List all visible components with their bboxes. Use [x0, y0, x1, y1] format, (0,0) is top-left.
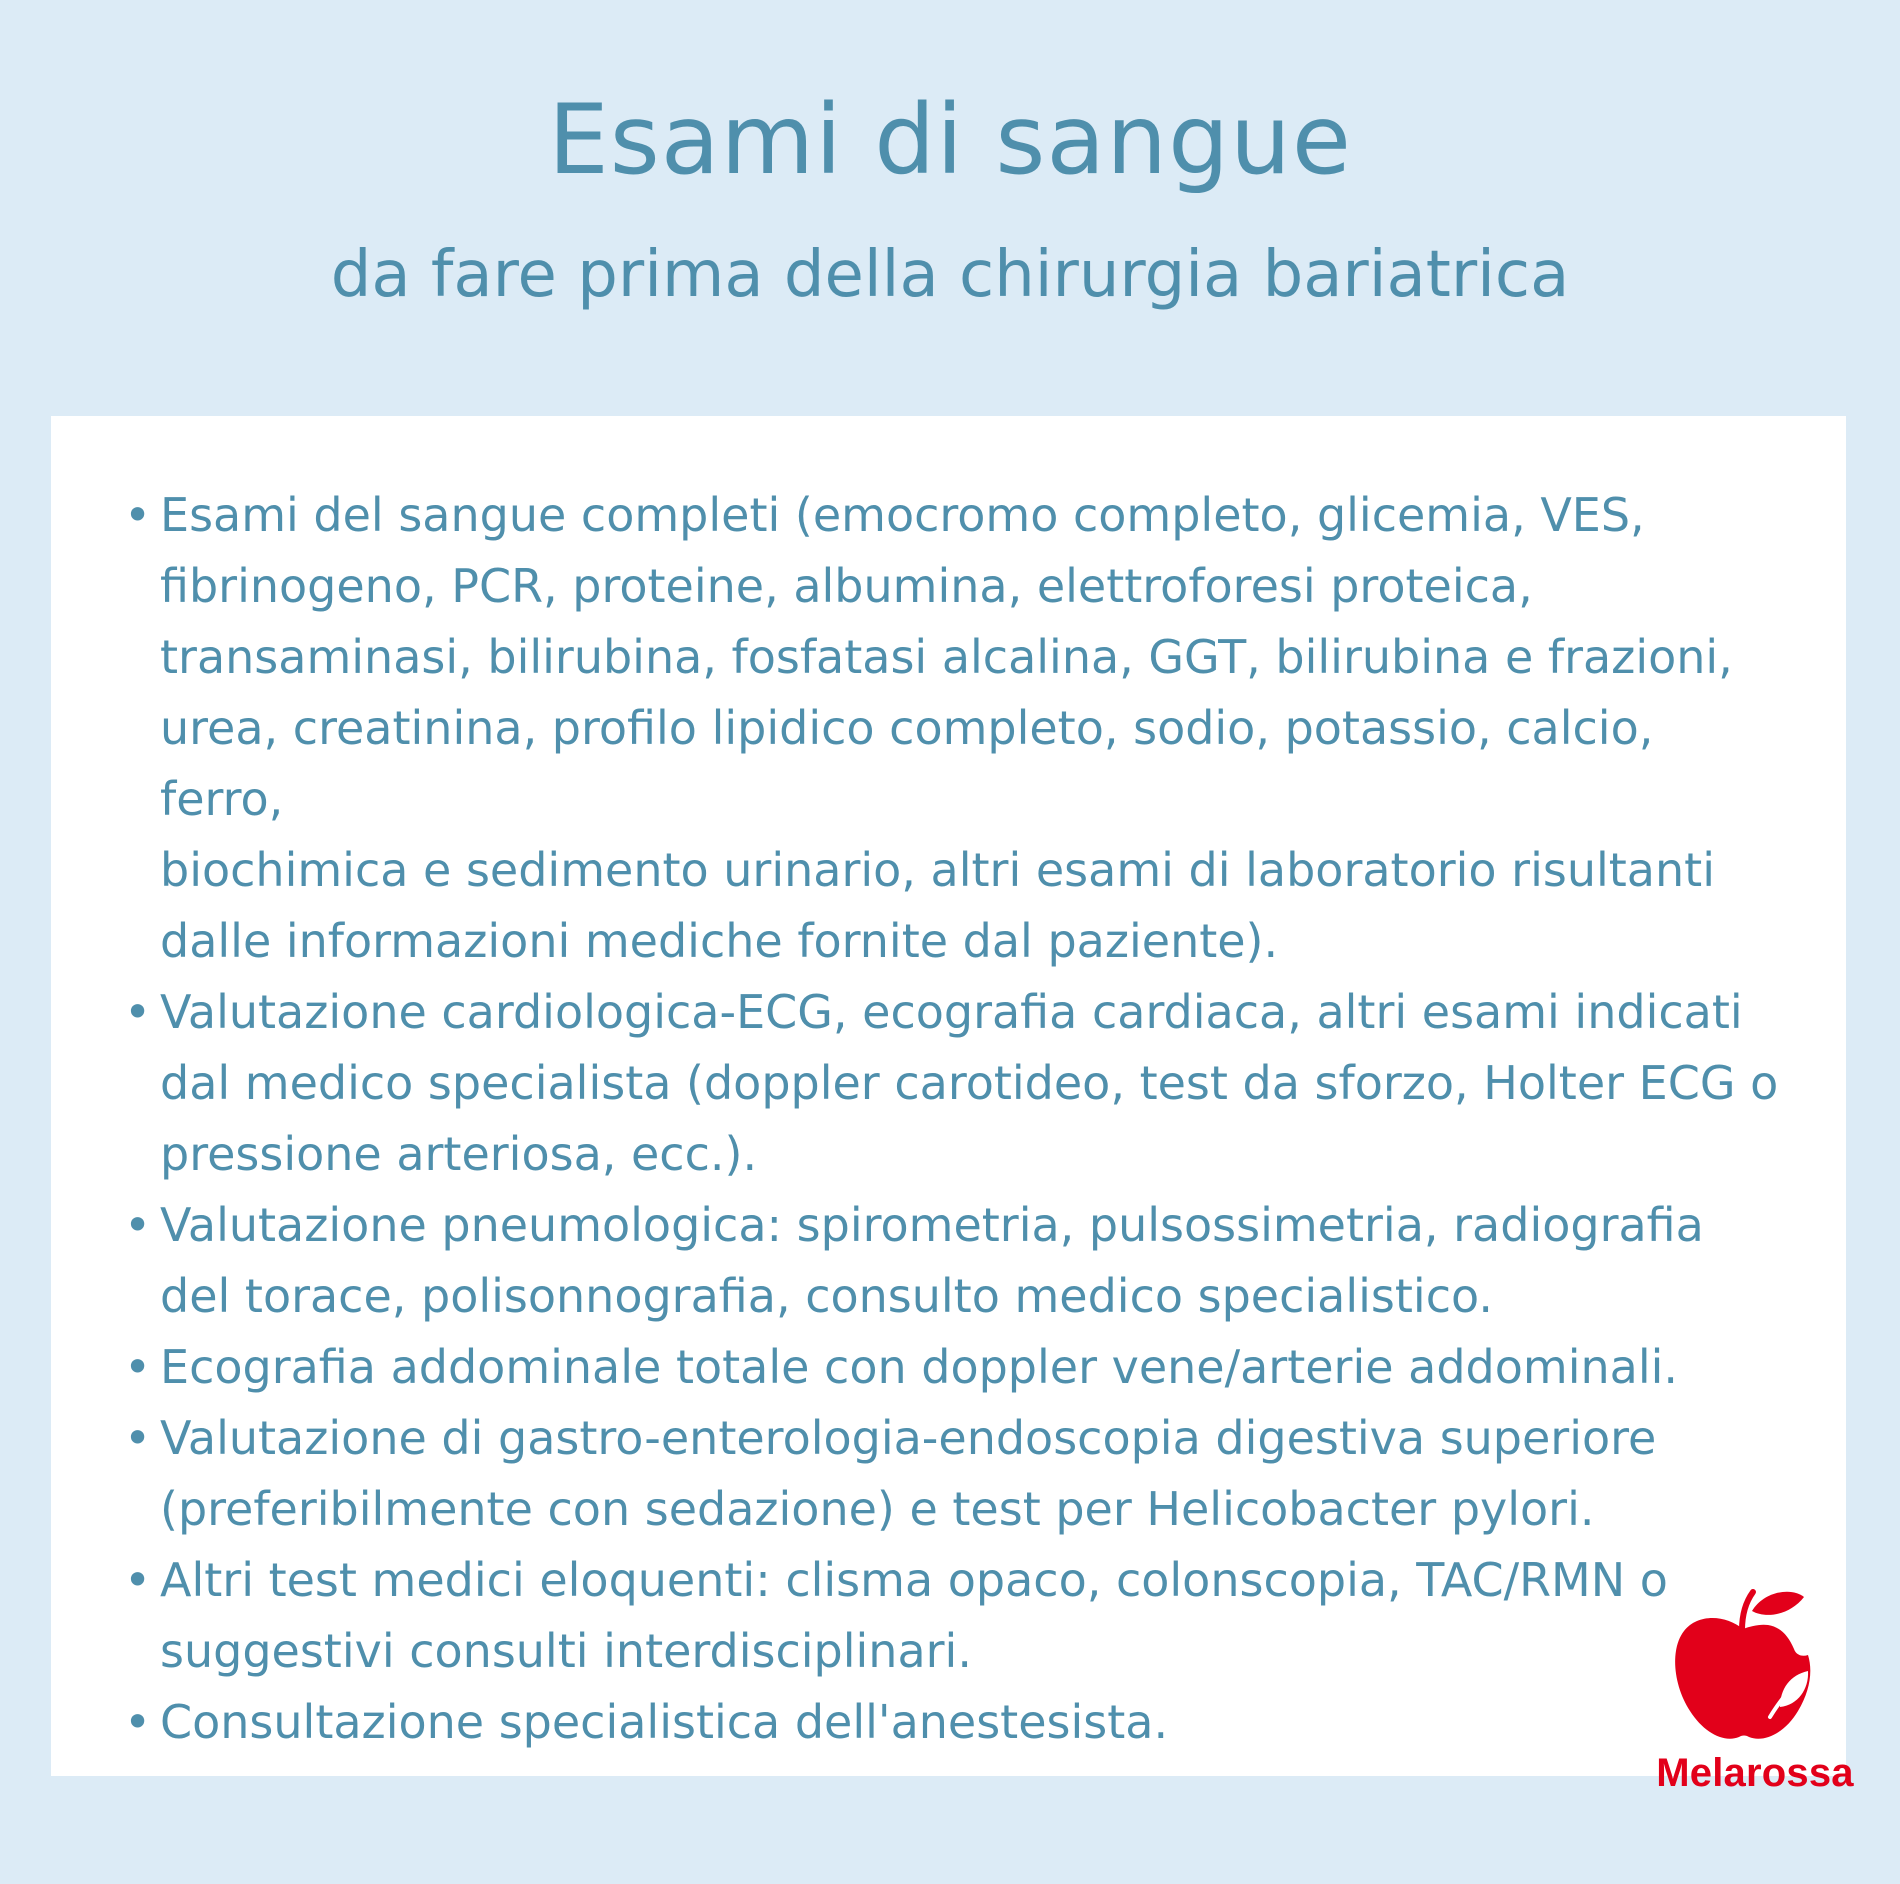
- exam-list: [124, 480, 1784, 1758]
- bullet: •: [124, 1411, 152, 1465]
- list-item-line: fibrinogeno, PCR, proteine, albumina, elettroforesi proteica,: [160, 559, 1533, 613]
- list-item: [124, 480, 1784, 977]
- list-item: [124, 1190, 1784, 1332]
- list-item: [124, 977, 1784, 1190]
- bullet: •: [124, 1695, 152, 1749]
- list-item-line: Valutazione di gastro-enterologia-endoscopia digestiva superiore: [160, 1411, 1657, 1465]
- list-item-line: urea, creatinina, profilo lipidico completo, sodio, potassio, calcio, ferro,: [160, 701, 1654, 826]
- list-item-line: del torace, polisonnografia, consulto medico specialistico.: [160, 1269, 1493, 1323]
- list-item-line: Esami del sangue completi (emocromo completo, glicemia, VES,: [160, 488, 1645, 542]
- list-item-line: (preferibilmente con sedazione) e test per Helicobacter pylori.: [160, 1482, 1595, 1536]
- brand-logo: [1640, 1585, 1870, 1805]
- list-item-line: Altri test medici eloquenti: clisma opaco, colonscopia, TAC/RMN o: [160, 1553, 1668, 1607]
- bullet: •: [124, 985, 152, 1039]
- list-item-line: pressione arteriosa, ecc.).: [160, 1127, 758, 1181]
- list-item-line: Valutazione cardiologica-ECG, ecografia cardiaca, altri esami indicati: [160, 985, 1743, 1039]
- bullet: •: [124, 1340, 152, 1394]
- list-item-line: suggestivi consulti interdisciplinari.: [160, 1624, 972, 1678]
- list-item-line: Consultazione specialistica dell'anestesista.: [160, 1695, 1169, 1749]
- list-item-line: Ecografia addominale totale con doppler vene/arterie addominali.: [160, 1340, 1678, 1394]
- page-subtitle: da fare prima della chirurgia bariatrica: [330, 238, 1570, 312]
- brand-name: Melarossa: [1656, 1751, 1854, 1795]
- page-title: Esami di sangue: [548, 84, 1352, 196]
- list-item-line: Valutazione pneumologica: spirometria, pulsossimetria, radiografia: [160, 1198, 1704, 1252]
- list-item: [124, 1332, 1784, 1403]
- apple-icon: [1668, 1585, 1818, 1745]
- list-item: [124, 1545, 1784, 1687]
- list-item-line: dalle informazioni mediche fornite dal paziente).: [160, 914, 1279, 968]
- header: [0, 0, 1900, 400]
- bullet: •: [124, 1198, 152, 1252]
- bullet: •: [124, 488, 152, 542]
- bullet: •: [124, 1553, 152, 1607]
- list-item-line: transaminasi, bilirubina, fosfatasi alcalina, GGT, bilirubina e frazioni,: [160, 630, 1733, 684]
- list-item-line: dal medico specialista (doppler carotideo, test da sforzo, Holter ECG o: [160, 1056, 1779, 1110]
- list-item: [124, 1403, 1784, 1545]
- list-item: [124, 1687, 1784, 1758]
- list-item-line: biochimica e sedimento urinario, altri esami di laboratorio risultanti: [160, 843, 1715, 897]
